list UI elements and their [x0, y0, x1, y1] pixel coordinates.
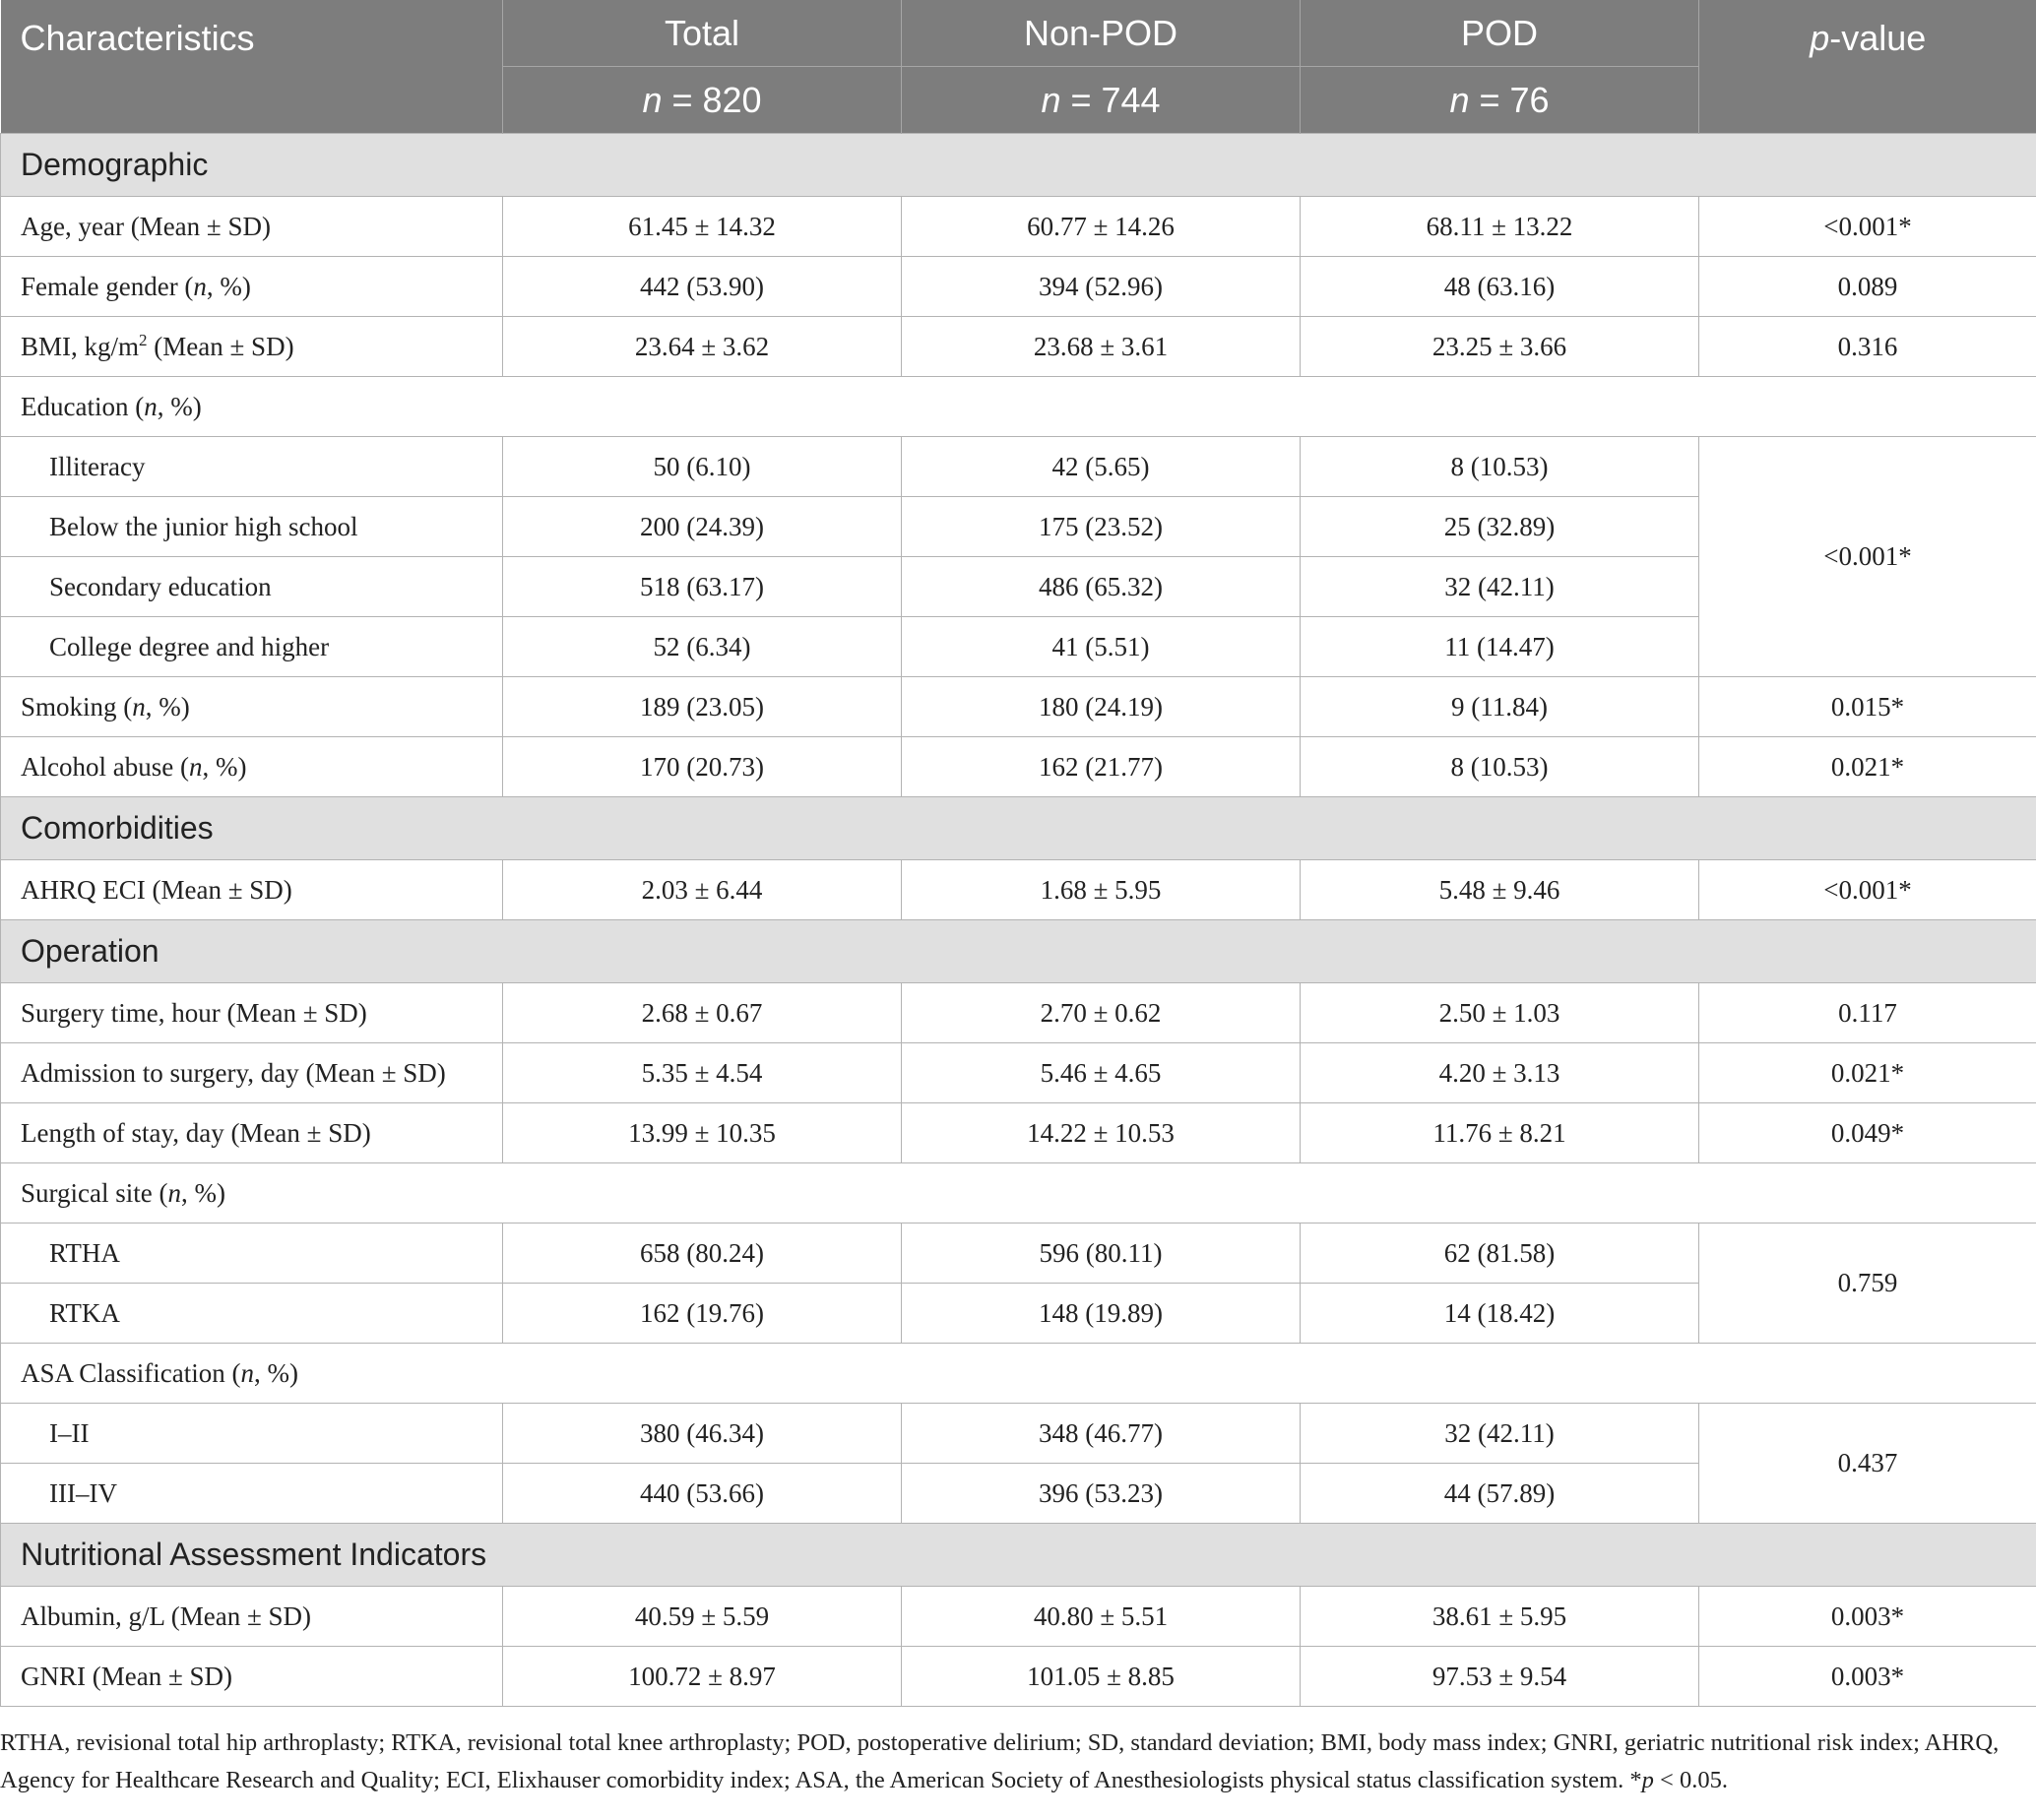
cell-pod: 23.25 ± 3.66	[1301, 317, 1699, 377]
table-row	[1, 677, 2036, 737]
row-label: Albumin, g/L (Mean ± SD)	[1, 1587, 503, 1647]
header-p-rest: -value	[1829, 18, 1927, 58]
cell-pod: 4.20 ± 3.13	[1301, 1043, 1699, 1103]
cell-pod: 68.11 ± 13.22	[1301, 197, 1699, 257]
cell-total: 440 (53.66)	[503, 1464, 902, 1524]
cell-total: 100.72 ± 8.97	[503, 1647, 902, 1707]
section-operation	[1, 920, 2036, 983]
header-n-total: n = 820	[503, 67, 902, 134]
row-label: III–IV	[1, 1464, 503, 1524]
row-label: I–II	[1, 1404, 503, 1464]
cell-pod: 32 (42.11)	[1301, 1404, 1699, 1464]
table-row	[1, 860, 2036, 920]
row-label: GNRI (Mean ± SD)	[1, 1647, 503, 1707]
cell-total: 13.99 ± 10.35	[503, 1103, 902, 1163]
row-label: Admission to surgery, day (Mean ± SD)	[1, 1043, 503, 1103]
row-label: Surgical site (n, %)	[1, 1163, 2036, 1224]
cell-total: 52 (6.34)	[503, 617, 902, 677]
header-p-italic: p	[1810, 18, 1830, 58]
cell-p-value: 0.316	[1699, 317, 2036, 377]
table-row	[1, 437, 2036, 497]
cell-pod: 2.50 ± 1.03	[1301, 983, 1699, 1043]
table-row	[1, 1163, 2036, 1224]
table-footnote: RTHA, revisional total hip arthroplasty; RTKA, revisional total knee arthroplasty; POD, postoperative delirium; SD, standard deviation; BMI, body mass index; GNRI, geriatric nutritional risk index; AHRQ, Agency for Healthcare Research and Quality; ECI, Elixhauser comorbidity index; ASA, the American Society of Anesthesiologists physical status classification system. *p < 0.05.	[0, 1729, 2000, 1793]
row-label: BMI, $kg/m^2$ (Mean ± SD)	[1, 317, 503, 377]
row-label: RTHA	[1, 1224, 503, 1284]
cell-p-value: <0.001*	[1699, 860, 2036, 920]
cell-p-value: 0.759	[1699, 1224, 2036, 1344]
cell-non-pod: 14.22 ± 10.53	[902, 1103, 1301, 1163]
cell-non-pod: 148 (19.89)	[902, 1284, 1301, 1344]
cell-non-pod: 1.68 ± 5.95	[902, 860, 1301, 920]
cell-total: 23.64 ± 3.62	[503, 317, 902, 377]
cell-non-pod: 23.68 ± 3.61	[902, 317, 1301, 377]
cell-total: 2.03 ± 6.44	[503, 860, 902, 920]
cell-pod: 62 (81.58)	[1301, 1224, 1699, 1284]
header-pod: POD	[1301, 0, 1699, 67]
cell-total: 380 (46.34)	[503, 1404, 902, 1464]
table-row	[1, 317, 2036, 377]
cell-p-value: 0.015*	[1699, 677, 2036, 737]
row-label: Surgery time, hour (Mean ± SD)	[1, 983, 503, 1043]
cell-p-value: 0.021*	[1699, 1043, 2036, 1103]
cell-pod: 8 (10.53)	[1301, 737, 1699, 797]
section-demographic	[1, 134, 2036, 197]
cell-pod: 11.76 ± 8.21	[1301, 1103, 1699, 1163]
cell-total: 5.35 ± 4.54	[503, 1043, 902, 1103]
cell-total: 200 (24.39)	[503, 497, 902, 557]
cell-non-pod: 396 (53.23)	[902, 1464, 1301, 1524]
cell-p-value: 0.437	[1699, 1404, 2036, 1524]
cell-p-value: 0.003*	[1699, 1647, 2036, 1707]
row-label: Illiteracy	[1, 437, 503, 497]
row-label: Age, year (Mean ± SD)	[1, 197, 503, 257]
cell-p-value: <0.001*	[1699, 197, 2036, 257]
table-row	[1, 257, 2036, 317]
table-row	[1, 377, 2036, 437]
section-title: Demographic	[1, 134, 2036, 197]
row-label: AHRQ ECI (Mean ± SD)	[1, 860, 503, 920]
cell-non-pod: 2.70 ± 0.62	[902, 983, 1301, 1043]
row-label: Female gender (n, %)	[1, 257, 503, 317]
row-label: Secondary education	[1, 557, 503, 617]
row-label: RTKA	[1, 1284, 503, 1344]
cell-total: 442 (53.90)	[503, 257, 902, 317]
cell-non-pod: 180 (24.19)	[902, 677, 1301, 737]
cell-p-value: 0.049*	[1699, 1103, 2036, 1163]
row-label: Length of stay, day (Mean ± SD)	[1, 1103, 503, 1163]
cell-non-pod: 162 (21.77)	[902, 737, 1301, 797]
table-row	[1, 1404, 2036, 1464]
cell-total: 658 (80.24)	[503, 1224, 902, 1284]
cell-total: 2.68 ± 0.67	[503, 983, 902, 1043]
cell-pod: 32 (42.11)	[1301, 557, 1699, 617]
table-row	[1, 1587, 2036, 1647]
table-row	[1, 197, 2036, 257]
cell-total: 170 (20.73)	[503, 737, 902, 797]
row-label: College degree and higher	[1, 617, 503, 677]
cell-p-value: 0.021*	[1699, 737, 2036, 797]
section-title: Comorbidities	[1, 797, 2036, 860]
cell-pod: 14 (18.42)	[1301, 1284, 1699, 1344]
row-label: Education (n, %)	[1, 377, 2036, 437]
row-label: Alcohol abuse (n, %)	[1, 737, 503, 797]
cell-non-pod: 5.46 ± 4.65	[902, 1043, 1301, 1103]
cell-pod: 9 (11.84)	[1301, 677, 1699, 737]
cell-pod: 5.48 ± 9.46	[1301, 860, 1699, 920]
table-row	[1, 1344, 2036, 1404]
cell-non-pod: 101.05 ± 8.85	[902, 1647, 1301, 1707]
cell-total: 518 (63.17)	[503, 557, 902, 617]
header-n-pod: n = 76	[1301, 67, 1699, 134]
cell-pod: 11 (14.47)	[1301, 617, 1699, 677]
cell-non-pod: 60.77 ± 14.26	[902, 197, 1301, 257]
section-nutrition	[1, 1524, 2036, 1587]
row-label: ASA Classification (n, %)	[1, 1344, 2036, 1404]
cell-p-value: 0.117	[1699, 983, 2036, 1043]
cell-pod: 8 (10.53)	[1301, 437, 1699, 497]
table-body	[1, 134, 2036, 1707]
cell-total: 189 (23.05)	[503, 677, 902, 737]
cell-total: 50 (6.10)	[503, 437, 902, 497]
cell-p-value: <0.001*	[1699, 437, 2036, 677]
section-title: Nutritional Assessment Indicators	[1, 1524, 2036, 1587]
cell-non-pod: 42 (5.65)	[902, 437, 1301, 497]
cell-pod: 48 (63.16)	[1301, 257, 1699, 317]
table-row	[1, 1043, 2036, 1103]
header-total: Total	[503, 0, 902, 67]
header-characteristics: Characteristics	[1, 0, 503, 134]
table-row	[1, 1224, 2036, 1284]
cell-pod: 25 (32.89)	[1301, 497, 1699, 557]
table-row	[1, 737, 2036, 797]
cell-pod: 44 (57.89)	[1301, 1464, 1699, 1524]
table-row	[1, 983, 2036, 1043]
cell-non-pod: 175 (23.52)	[902, 497, 1301, 557]
row-label: Below the junior high school	[1, 497, 503, 557]
cell-pod: 97.53 ± 9.54	[1301, 1647, 1699, 1707]
section-title: Operation	[1, 920, 2036, 983]
row-label: Smoking (n, %)	[1, 677, 503, 737]
header-p-value	[1699, 0, 2036, 134]
cell-total: 40.59 ± 5.59	[503, 1587, 902, 1647]
table-row	[1, 1103, 2036, 1163]
cell-non-pod: 394 (52.96)	[902, 257, 1301, 317]
cell-non-pod: 40.80 ± 5.51	[902, 1587, 1301, 1647]
cell-non-pod: 596 (80.11)	[902, 1224, 1301, 1284]
table-header	[1, 0, 2036, 134]
section-comorbidities	[1, 797, 2036, 860]
cell-non-pod: 348 (46.77)	[902, 1404, 1301, 1464]
cell-non-pod: 41 (5.51)	[902, 617, 1301, 677]
header-non-pod: Non-POD	[902, 0, 1301, 67]
cell-p-value: 0.003*	[1699, 1587, 2036, 1647]
cell-p-value: 0.089	[1699, 257, 2036, 317]
cell-total: 162 (19.76)	[503, 1284, 902, 1344]
cell-pod: 38.61 ± 5.95	[1301, 1587, 1699, 1647]
cell-non-pod: 486 (65.32)	[902, 557, 1301, 617]
cell-total: 61.45 ± 14.32	[503, 197, 902, 257]
header-n-non-pod: n = 744	[902, 67, 1301, 134]
table-row	[1, 1647, 2036, 1707]
